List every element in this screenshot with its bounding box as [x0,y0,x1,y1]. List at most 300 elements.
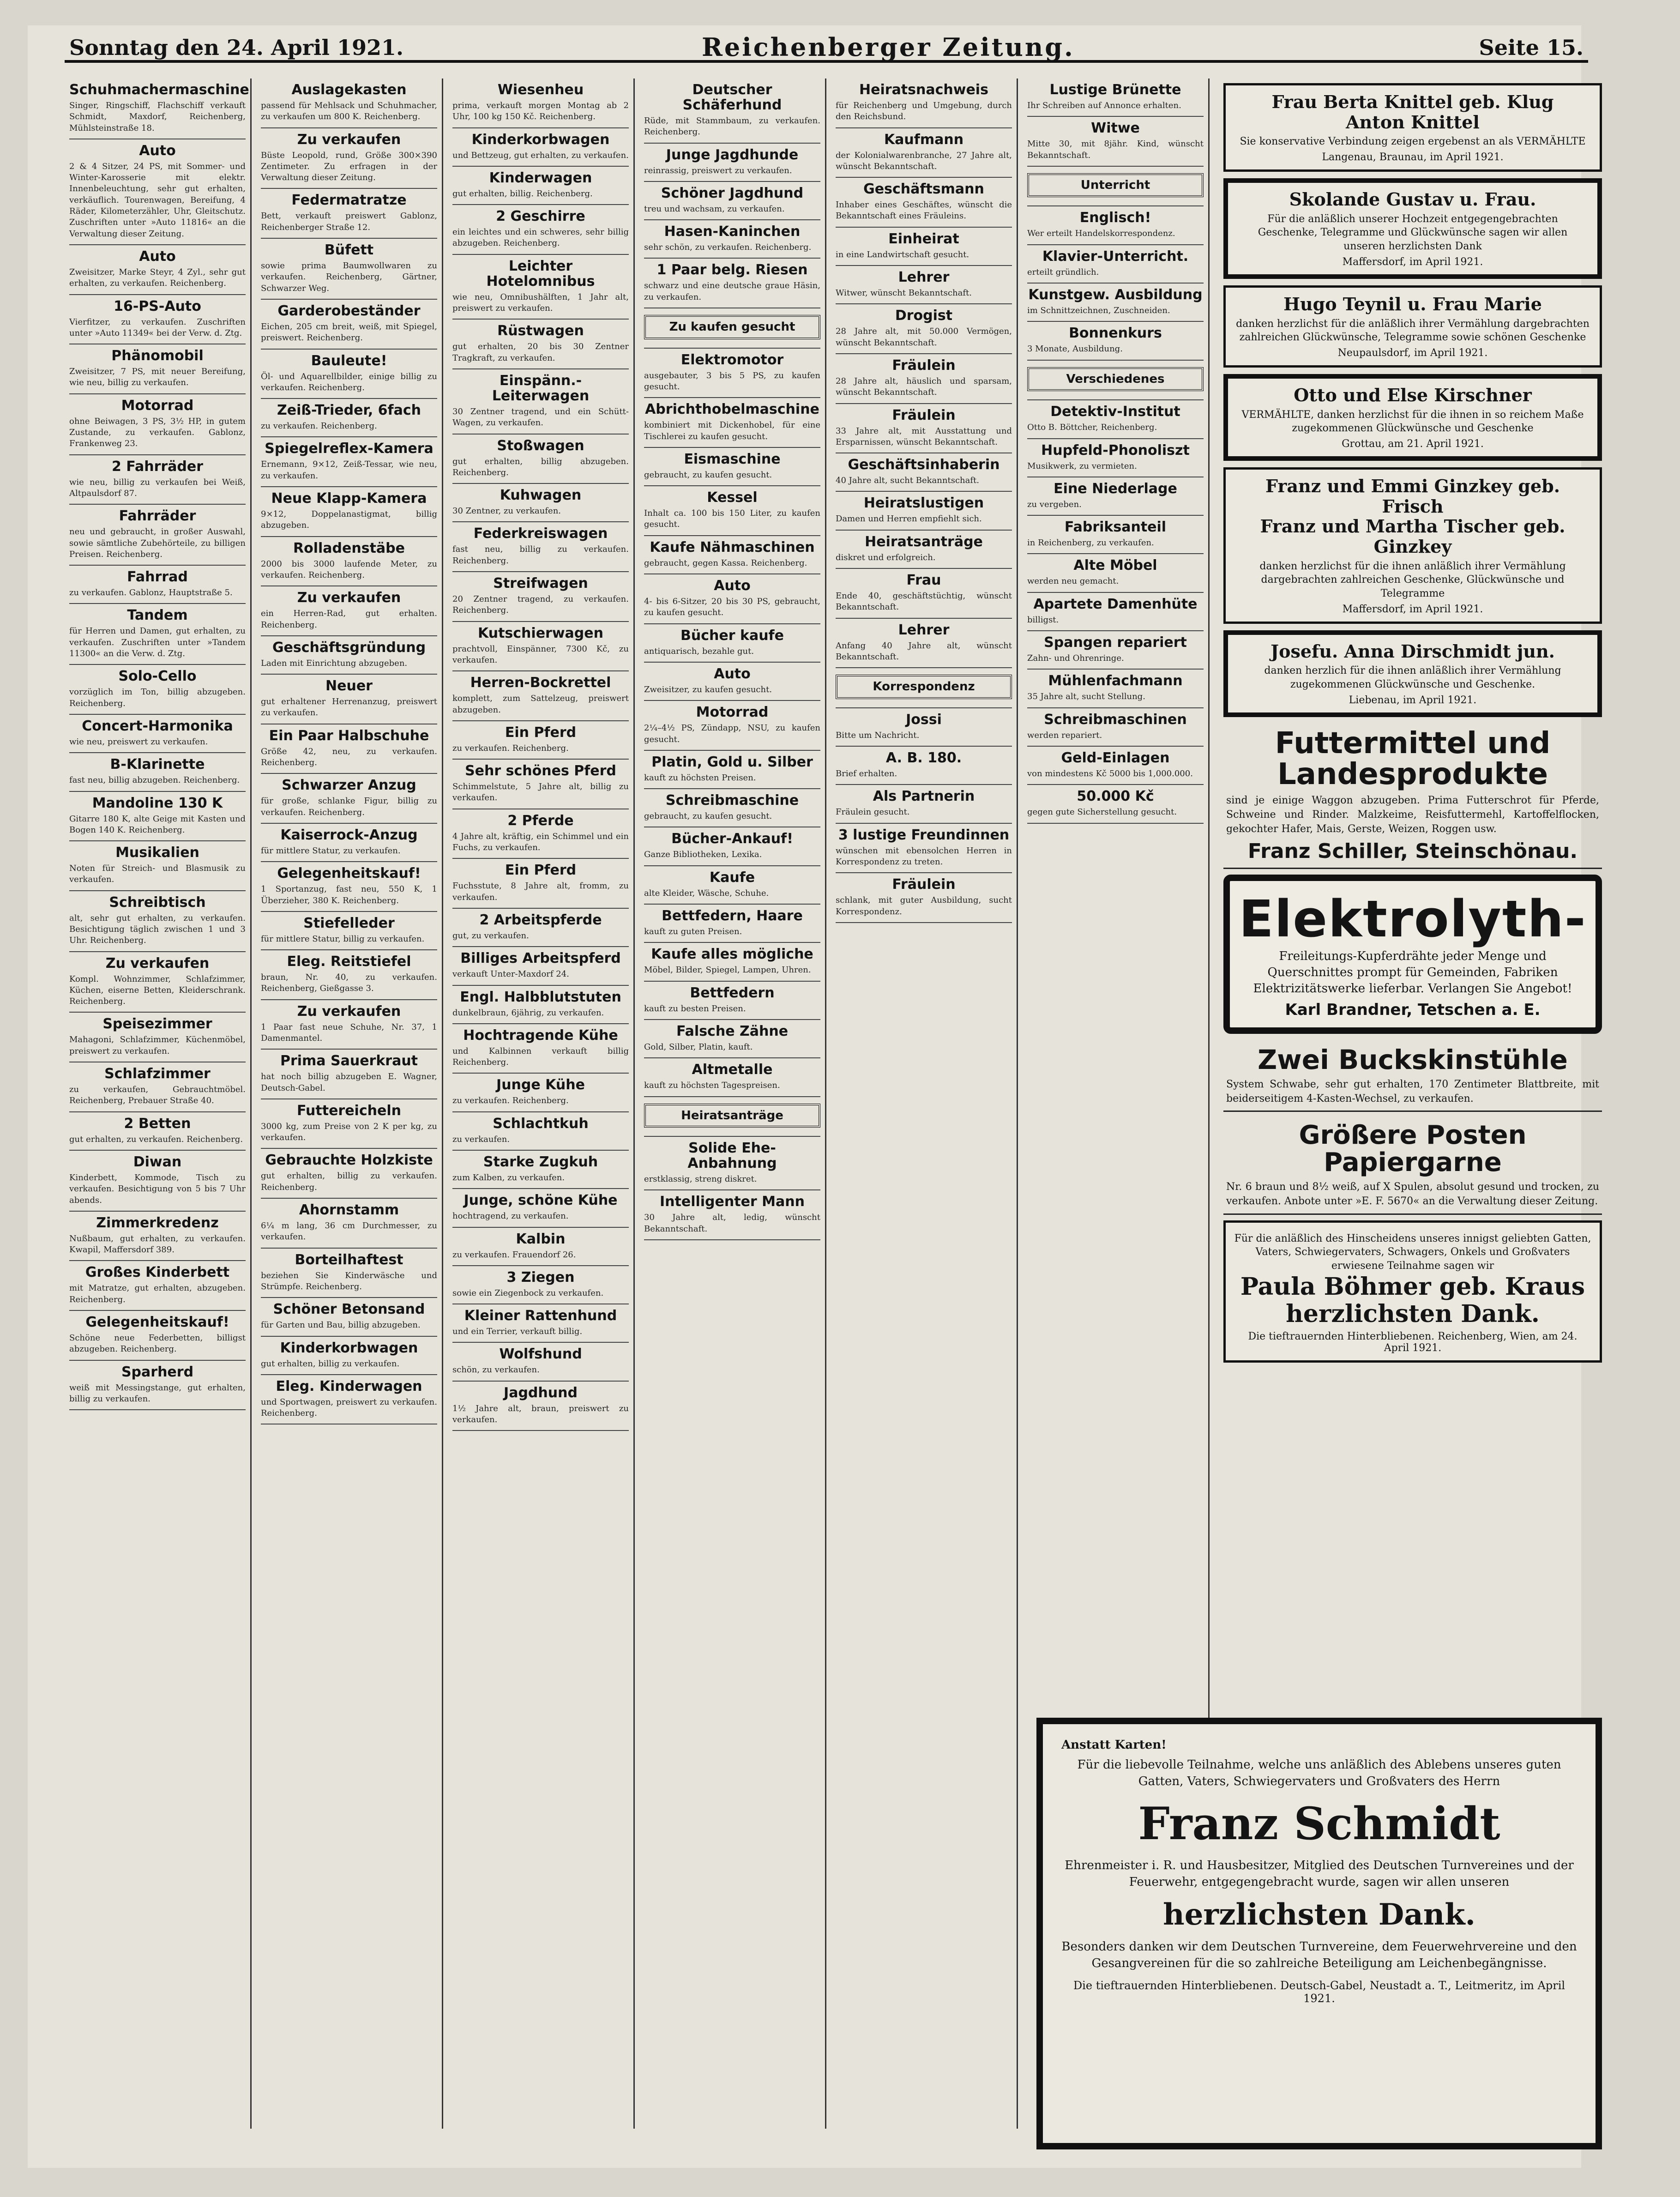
ad-heading: Schreibtisch [109,894,206,911]
ad-heading: Büfett [324,242,374,259]
schmidt-intro: Für die liebevolle Teilnahme, welche uns anläßlich des Ablebens unseres guten Gatten, Vaters, Schwiegervaters und Großvaters des Herrn [1077,1758,1561,1789]
ad-text: gut erhalten, zu verkaufen. Reichenberg. [69,1134,243,1144]
classified-ad [69,1062,246,1112]
classified-ad [1027,747,1204,785]
ad-text: zu verkaufen. [452,1134,510,1144]
ad-heading: Spiegelreflex-Kamera [265,441,434,457]
classified-ad [644,905,820,943]
ad-heading: Eine Niederlage [1054,480,1177,497]
ad-heading: Streifwagen [493,575,588,592]
classified-ad [69,715,246,753]
ad-heading: Engl. Halbblutstuten [460,989,621,1005]
ad-text: Zweisitzer, Marke Steyr, 4 Zyl., sehr gut erhalten, zu verkaufen. Reichenberg. [69,267,246,289]
classified-ad [452,1228,629,1266]
ad-heading: Lustige Brünette [1049,82,1181,98]
ad-heading: Kinderkorbwagen [471,131,610,148]
classified-ad [261,1375,437,1425]
ad-text: beziehen Sie Kinderwäsche und Strümpfe. Reichenberg. [261,1270,437,1292]
ad-text: ohne Beiwagen, 3 PS, 3½ HP, in gutem Zustande, zu verkaufen. Gablonz, Frankenweg 23. [69,416,246,449]
ad-text: hochtragend, zu verkaufen. [452,1211,569,1221]
classified-ad [644,827,820,866]
classified-ad [836,128,1012,178]
ad-text: prachtvoll, Einspänner, 7300 Kč, zu verkaufen. [452,644,629,665]
classified-ad [69,753,246,791]
ad-text: und ein Terrier, verkauft billig. [452,1327,583,1337]
classified-ad [261,128,437,189]
ad-heading: Junge Kühe [496,1077,585,1093]
boehmer-sign: Die tieftrauernden Hinterbliebenen. Reichenberg, Wien, am 24. April 1921. [1248,1331,1578,1354]
ad-heading: Garderobeständer [277,302,421,319]
classified-ad [836,873,1012,923]
ad-text: gut erhaltener Herrenanzug, preiswert zu verkaufen. [261,697,437,718]
ad-text: kauft zu besten Preisen. [644,1003,746,1014]
ad-text: Möbel, Bilder, Spiegel, Lampen, Uhren. [644,965,811,975]
classified-ad [452,622,629,672]
ad-heading: Klavier-Unterricht. [1042,248,1189,265]
classified-ad [644,182,820,220]
classified-ad [1027,361,1204,401]
ad-text: verkauft Unter-Maxdorf 24. [452,969,569,979]
ad-text: werden repariert. [1027,730,1102,740]
ad-heading: Kessel [707,489,758,506]
ad-heading: Solide Ehe-Anbahnung [687,1140,777,1172]
ad-heading: Kaiserrock-Anzug [280,827,418,843]
classified-ad [1027,400,1204,439]
classified-ad [836,266,1012,304]
ad-heading: Fräulein [892,876,956,893]
classified-ad [69,665,246,715]
ad-heading: 2 Geschirre [496,208,585,225]
classified-ad [836,569,1012,619]
classified-ad [69,505,246,566]
ad-text: Öl- und Aquarellbilder, einige billig zu verkaufen. Reichenberg. [261,371,437,392]
ad-text: für Garten und Bau, billig abzugeben. [261,1320,421,1330]
ad-text: Vierfitzer, zu verkaufen. Zuschriften unter »Auto 11349« bei der Verw. d. Ztg. [69,317,246,338]
schmidt-sign: Die tieftrauernden Hinterbliebenen. Deutsch-Gabel, Neustadt a. T., Leitmeritz, im April 1921. [1073,1979,1566,2005]
ad-text: Otto B. Böttcher, Reichenberg. [1027,422,1157,433]
ad-text: Mitte 30, mit 8jähr. Kind, wünscht Bekanntschaft. [1027,139,1204,160]
ad-text: ein leichtes und ein schweres, sehr billig abzugeben. Reichenberg. [452,227,629,248]
classified-ad [644,789,820,827]
ad-heading: Rolladenstäbe [293,540,405,556]
ad-heading: Auto [714,578,751,594]
ad-heading: Schreibmaschine [665,792,799,809]
ad-text: weiß mit Messingstange, gut erhalten, billig zu verkaufen. [69,1382,246,1404]
ad-text: Anfang 40 Jahre alt, wünscht Bekanntschaft. [836,640,1012,662]
classified-ad [644,701,820,751]
ad-text: Zweisitzer, 7 PS, mit neuer Bereifung, wie neu, billig zu verkaufen. [69,367,246,388]
ad-text: in eine Landwirtschaft gesucht. [836,249,969,260]
classified-ad [452,760,629,809]
ad-text: erteilt gründlich. [1027,267,1099,277]
classified-ad [836,531,1012,569]
display-ads [1223,83,1602,1369]
ad-text: 4- bis 6-Sitzer, 20 bis 30 PS, gebraucht, zu kaufen gesucht. [644,597,820,618]
ad-text: schön, zu verkaufen. [452,1365,540,1375]
column-3 [448,78,635,2129]
ad-text: mit Matratze, gut erhalten, abzugeben. Reichenberg. [69,1283,246,1304]
notice-names: Otto und Else Kirschner [1294,384,1532,405]
classified-ad [452,205,629,255]
ad-text: im Schnittzeichnen, Zuschneiden. [1027,306,1170,316]
ad-text: prima, verkauft morgen Montag ab 2 Uhr, 100 kg 150 Kč. Reichenberg. [452,101,629,122]
classified-ad [261,675,437,724]
ad-heading: Auto [714,665,751,682]
ad-text: wie neu, preiswert zu verkaufen. [69,736,208,747]
ad-text: vorzüglich im Ton, billig abzugeben. Reichenberg. [69,687,246,708]
newspaper-title: Reichenberger Zeitung. [702,32,1075,62]
classified-ad [69,1261,246,1311]
schmidt-mid: Ehrenmeister i. R. und Hausbesitzer, Mitglied des Deutschen Turnvereines und der Feuerwehr, entgegengebracht wurde, sagen wir allen unseren [1065,1858,1574,1889]
notice-place-date: Maffersdorf, im April 1921. [1342,256,1483,268]
classified-ad [1027,284,1204,322]
schmidt-notice [1036,1718,1602,2149]
classified-ad [452,1151,629,1189]
ad-text: 28 Jahre alt, häuslich und sparsam, wünscht Bekanntschaft. [836,376,1012,398]
boehmer-thanks: herzlichsten Dank. [1286,1300,1540,1328]
ad-text: ein Herren-Rad, gut erhalten. Reichenberg. [261,609,437,630]
ad-text: Schöne neue Federbetten, billigst abzugeben. Reichenberg. [69,1333,246,1354]
ad-heading: 2 Betten [124,1115,191,1132]
ad-heading: Deutscher Schäferhund [682,82,782,113]
classified-ad [261,78,437,128]
ad-heading: Wolfshund [499,1346,582,1363]
ad-text: Bitte um Nachricht. [836,730,920,740]
classified-ad [1027,78,1204,117]
ad-heading: Kutschierwagen [478,625,603,641]
classified-ad [261,1050,437,1099]
notice-names: Hugo Teynil u. Frau Marie [1283,293,1542,314]
classified-ad [261,350,437,399]
ad-text: und Sportwagen, preiswert zu verkaufen. Reichenberg. [261,1397,437,1418]
classified-ad [261,1199,437,1249]
classified-ad [452,484,629,522]
ad-heading: Großes Kinderbett [85,1264,230,1281]
ad-heading: Fräulein [892,407,956,423]
classified-ad [836,453,1012,492]
classified-ad [644,751,820,789]
ad-heading: Federmatratze [291,192,407,209]
classified-ad [836,492,1012,530]
classified-ad [261,399,437,437]
ad-text: 20 Zentner tragend, zu verkaufen. Reichenberg. [452,594,629,616]
wedding-notice [1223,374,1602,461]
classified-ad [69,952,246,1013]
ad-text: Ihr Schreiben auf Annonce erhalten. [1027,101,1181,110]
ad-heading: Spangen repariert [1044,634,1187,651]
schmidt-text: Besonders danken wir dem Deutschen Turnvereine, dem Feuerwehrvereine und den Gesangvereinen für die so zahlreiche Beteiligung am Leichenbegängnisse. [1061,1939,1577,1970]
ad-text: Damen und Herren empfiehlt sich. [836,514,982,524]
ad-text: 40 Jahre alt, sucht Bekanntschaft. [836,476,979,486]
column-4 [639,78,826,2129]
ad-heading: Kaufe Nähmaschinen [650,539,815,555]
ad-heading: Prima Sauerkraut [280,1053,418,1069]
classified-ad [261,1298,437,1336]
ad-heading: Einheirat [888,230,959,247]
ad-heading: Neuer [325,678,373,694]
ad-text: neu und gebraucht, in großer Auswahl, sowie sämtliche Zubehörteile, zu billigen Preisen. Reichenberg. [69,527,246,559]
ad-text: 1 Sportanzug, fast neu, 550 K, 1 Überzieher, 380 K. Reichenberg. [261,884,437,905]
ad-heading: Zu verkaufen [297,1003,401,1020]
ad-heading: Phänomobil [111,348,204,364]
ad-heading: Mühlenfachmann [1048,673,1183,689]
wedding-notice [1223,83,1602,172]
wedding-notice [1223,630,1602,717]
ad-heading: 3 Ziegen [506,1269,575,1286]
notice-names: Skolande Gustav u. Frau. [1289,189,1536,210]
ad-text: alt, sehr gut erhalten, zu verkaufen. Besichtigung täglich zwischen 1 und 3 Uhr. Reichenberg. [69,913,246,946]
classified-ad [452,1024,629,1074]
ad-heading: Auslagekasten [291,82,407,98]
classified-ad [1027,631,1204,670]
classified-ad [452,1382,629,1431]
ad-text: schwarz und eine deutsche graue Häsin, zu verkaufen. [644,281,820,302]
ad-heading: Eleg. Reitstiefel [287,954,411,970]
ad-text: dunkelbraun, 6jährig, zu verkaufen. [452,1008,604,1018]
classified-ad [69,394,246,455]
notice-place-date: Neupaulsdorf, im April 1921. [1337,347,1488,359]
classified-ad [69,295,246,345]
ad-text: Bett, verkauft preiswert Gablonz, Reichenberger Straße 12. [261,211,437,232]
classified-ad [452,671,629,721]
ad-heading: Tandem [127,607,188,624]
ad-heading: Zu verkaufen [297,590,401,606]
ad-heading: Korrespondenz [836,675,1012,699]
classified-ad [644,1137,820,1190]
classified-ad [452,1266,629,1304]
ad-text: Fuchsstute, 8 Jahre alt, fromm, zu verkaufen. [452,881,629,902]
boehmer-intro: Für die anläßlich des Hinscheidens unseres innigst geliebten Gatten, Vaters, Schwiegervaters, Schwagers, Onkels und Großvaters erwiesene Teilnahme sagen wir [1234,1232,1591,1272]
ad-text: Musikwerk, zu vermieten. [1027,461,1137,471]
ad-text: ausgebauter, 3 bis 5 PS, zu kaufen gesucht. [644,370,820,392]
ad-text: Inhalt ca. 100 bis 150 Liter, zu kaufen gesucht. [644,508,820,530]
ad-heading: Gelegenheitskauf! [85,1314,229,1331]
ad-heading: Detektiv-Institut [1050,404,1180,420]
ad-heading: Falsche Zähne [676,1023,789,1039]
ad-heading: Motorrad [121,397,194,414]
ad-text: zu verkaufen. Reichenberg. [452,1096,569,1106]
ad-heading: Alte Möbel [1073,557,1157,574]
ad-text: Gitarre 180 K, alte Geige mit Kasten und Bogen 140 K. Reichenberg. [69,814,246,835]
classified-ad [836,228,1012,266]
ad-heading: Jagdhund [504,1384,578,1401]
ad-text: 30 Jahre alt, ledig, wünscht Bekanntschaft. [644,1213,820,1234]
ad-heading: Kinderkorbwagen [280,1340,418,1356]
ad-heading: Ahornstamm [299,1202,399,1219]
ad-text: 2000 bis 3000 laufende Meter, zu verkaufen. Reichenberg. [261,559,437,580]
classified-ad [1027,670,1204,708]
ad-heading: 50.000 Kč [1077,788,1154,805]
ad-heading: Lehrer [898,269,950,286]
classified-ad [644,1097,820,1137]
classified-ad [452,167,629,205]
classified-ad [1027,516,1204,554]
ad-text: der Kolonialwarenbranche, 27 Jahre alt, wünscht Bekanntschaft. [836,150,1012,171]
notice-names: Josefu. Anna Dirschmidt jun. [1271,640,1555,662]
classified-ad [644,1190,820,1240]
ad-heading: Kaufe alles mögliche [651,946,813,963]
ad-heading: Kalbin [516,1231,566,1247]
schmidt-name: Franz Schmidt [1138,1797,1500,1850]
classified-ad [452,986,629,1024]
ad-text: für Reichenberg und Umgebung, durch den Reichsbund. [836,101,1012,122]
classified-ad [69,891,246,952]
ad-heading: Eleg. Kinderwagen [276,1378,422,1394]
ad-heading: Mandoline 130 K [92,795,223,811]
wedding-notice [1223,178,1602,279]
classified-ad [69,1151,246,1212]
ad-text: antiquarisch, bezahle gut. [644,646,754,656]
classified-ad [644,349,820,398]
classified-ad [644,1058,820,1097]
ad-heading: Gebrauchte Holzkiste [265,1152,433,1169]
classified-ad [261,1337,437,1375]
classified-ad [261,189,437,239]
ad-text: 33 Jahre alt, mit Ausstattung und Ersparnissen, wünscht Bekanntschaft. [836,426,1012,447]
classified-ad [1027,477,1204,516]
buckskin-ad [1223,1041,1602,1112]
ad-text: diskret und erfolgreich. [836,552,936,562]
ad-heading: Zu verkaufen [297,131,401,148]
ad-heading: Speisezimmer [102,1016,212,1032]
ad-heading: Hupfeld-Phonoliszt [1041,442,1190,459]
ad-heading: Heiratsanträge [644,1104,820,1128]
ad-heading: A. B. 180. [885,750,962,767]
ad-text: Laden mit Einrichtung abzugeben. [261,658,408,668]
ad-text: und Kalbinnen verkauft billig Reichenberg. [452,1046,629,1068]
classified-ad [644,624,820,663]
notice-place-date: Maffersdorf, im April 1921. [1342,603,1483,615]
ad-heading: Billiges Arbeitspferd [460,950,621,967]
classified-ad [644,943,820,981]
ad-text: gut erhalten, billig zu verkaufen. Reichenberg. [261,1171,437,1192]
classified-ad [1027,554,1204,592]
buckskin-title: Zwei Buckskinstühle [1258,1044,1568,1075]
ad-heading: Sehr schönes Pferd [465,763,616,779]
ad-text: Büste Leopold, rund, Größe 300×390 Zentimeter. Zu erfragen in der Verwaltung dieser Zeitung. [261,150,437,183]
ad-text: zu verkaufen. Reichenberg. [261,421,377,431]
ad-text: gut erhalten, billig zu verkaufen. [261,1358,400,1369]
ad-heading: Schöner Jagdhund [661,185,804,201]
ad-text: 4 Jahre alt, kräftig, ein Schimmel und ein Fuchs, zu verkaufen. [452,831,629,853]
classified-ad [452,369,629,435]
ad-text: reinrassig, preiswert zu verkaufen. [644,165,792,175]
ad-text: Inhaber eines Geschäftes, wünscht die Bekanntschaft eines Fräuleins. [836,200,1012,221]
ad-text: Ganze Bibliotheken, Lexika. [644,850,762,860]
ad-text: 30 Zentner tragend, und ein Schütt-Wagen, zu verkaufen. [452,406,629,428]
classified-ad [1027,206,1204,245]
notice-place-date: Liebenau, im April 1921. [1349,694,1477,706]
classified-ad [452,255,629,320]
classified-ad [1027,117,1204,167]
ad-heading: 16-PS-Auto [114,298,201,314]
ad-text: und Bettzeug, gut erhalten, zu verkaufen. [452,150,629,160]
ad-heading: Gelegenheitskauf! [277,865,421,882]
classified-ad [69,566,246,604]
classified-ad [452,859,629,909]
ad-heading: Kunstgew. Ausbildung [1028,287,1203,303]
schmidt-thanks: herzlichsten Dank. [1163,1897,1475,1932]
ad-text: 30 Zentner, zu verkaufen. [452,506,561,516]
classified-ad [69,792,246,842]
ad-text: Fräulein gesucht. [836,807,910,817]
ad-text: fast neu, billig zu verkaufen. Reichenberg. [452,544,629,566]
classified-ad [261,537,437,587]
ad-text: 3 Monate, Ausbildung. [1027,344,1123,354]
classified-ad [69,344,246,394]
ad-text: gebraucht, zu kaufen gesucht. [644,470,772,480]
schmidt-head: Anstatt Karten! [1061,1738,1167,1752]
classified-ad [644,144,820,182]
classified-ad [644,574,820,624]
classified-ad [69,139,246,245]
classified-ad [261,824,437,862]
ad-heading: Neue Klapp-Kamera [271,490,427,507]
ad-text: Größe 42, neu, zu verkaufen. Reichenberg. [261,746,437,768]
ad-text: Witwer, wünscht Bekanntschaft. [836,288,972,298]
ad-text: 28 Jahre alt, mit 50.000 Vermögen, wünscht Bekanntschaft. [836,326,1012,348]
ad-text: gebraucht, gegen Kassa. Reichenberg. [644,558,807,568]
ad-text: wie neu, billig zu verkaufen bei Weiß, Altpaulsdorf 87. [69,477,246,498]
ad-heading: Fahrräder [119,508,196,525]
elektrolyth-title: Elektrolyth- [1239,889,1587,948]
classified-ad [1027,322,1204,360]
ad-heading: Kaufmann [884,131,964,148]
classified-ad [261,487,437,537]
column-2 [256,78,443,2129]
ad-heading: Bettfedern, Haare [662,908,803,924]
ad-text: 9×12, Doppelanastigmat, billig abzugeben. [261,509,437,531]
elektrolyth-text: Freileitungs-Kupferdrähte jeder Menge und Querschnittes prompt für Gemeinden, Fabriken Elektrizitätswerke lieferbar. Verlangen Sie Angebot! [1253,949,1572,996]
futtermittel-ad [1223,724,1602,869]
ad-heading: Concert-Harmonika [82,718,233,734]
ad-heading: Stiefelleder [303,915,395,931]
ad-text: kombiniert mit Dickenhobel, für eine Tischlerei zu kaufen gesucht. [644,420,820,441]
ad-heading: Zimmerkredenz [96,1214,219,1231]
ad-heading: Abrichthobelmaschine [645,401,819,418]
elektrolyth-sign: Karl Brandner, Tetschen a. E. [1285,1000,1541,1019]
ad-text: zu verkaufen. Frauendorf 26. [452,1249,576,1260]
ad-heading: Intelligenter Mann [660,1194,805,1210]
ad-heading: Unterricht [1027,173,1204,198]
ad-heading: Eismaschine [684,451,781,467]
papiergarne-title: Größere Posten Papiergarne [1299,1120,1527,1178]
papiergarne-ad [1223,1117,1602,1214]
ad-heading: Elektromotor [680,351,784,368]
classified-ad [261,724,437,774]
classified-ad [1027,708,1204,747]
ad-text: Brief erhalten. [836,769,897,779]
ad-text: hat noch billig abzugeben E. Wagner, Deutsch-Gabel. [261,1072,437,1093]
classified-ad [836,354,1012,404]
ad-heading: Ein Pferd [505,724,577,741]
ad-heading: Junge, schöne Kühe [464,1192,618,1209]
ad-text: gut erhalten, billig. Reichenberg. [452,188,593,199]
classified-ad [261,437,437,487]
wedding-notices [1223,83,1602,717]
papiergarne-text: Nr. 6 braun und 8½ weiß, auf X Spulen, absolut gesund und trocken, zu verkaufen. Anbote unter »E. F. 5670« an die Verwaltung dieser Zeitung. [1226,1181,1599,1207]
classified-ad [452,522,629,572]
classified-ad [452,128,629,167]
ad-heading: Platin, Gold u. Silber [651,754,813,770]
classified-ad [69,1013,246,1062]
classified-ad [261,1000,437,1050]
ad-text: Noten für Streich- und Blasmusik zu verkaufen. [69,863,246,885]
ad-text: werden neu gemacht. [1027,576,1119,586]
futtermittel-text: sind je einige Waggon abzugeben. Prima Futterschrot für Pferde, Schweine und Rinder. Malzkeime, Reisfuttermehl, Kartoffelflocken, gekochter Hafer, Mais, Gerste, Weizen, Roggen usw. [1226,795,1599,835]
ad-heading: Auto [139,248,176,265]
classified-ad [69,78,249,139]
